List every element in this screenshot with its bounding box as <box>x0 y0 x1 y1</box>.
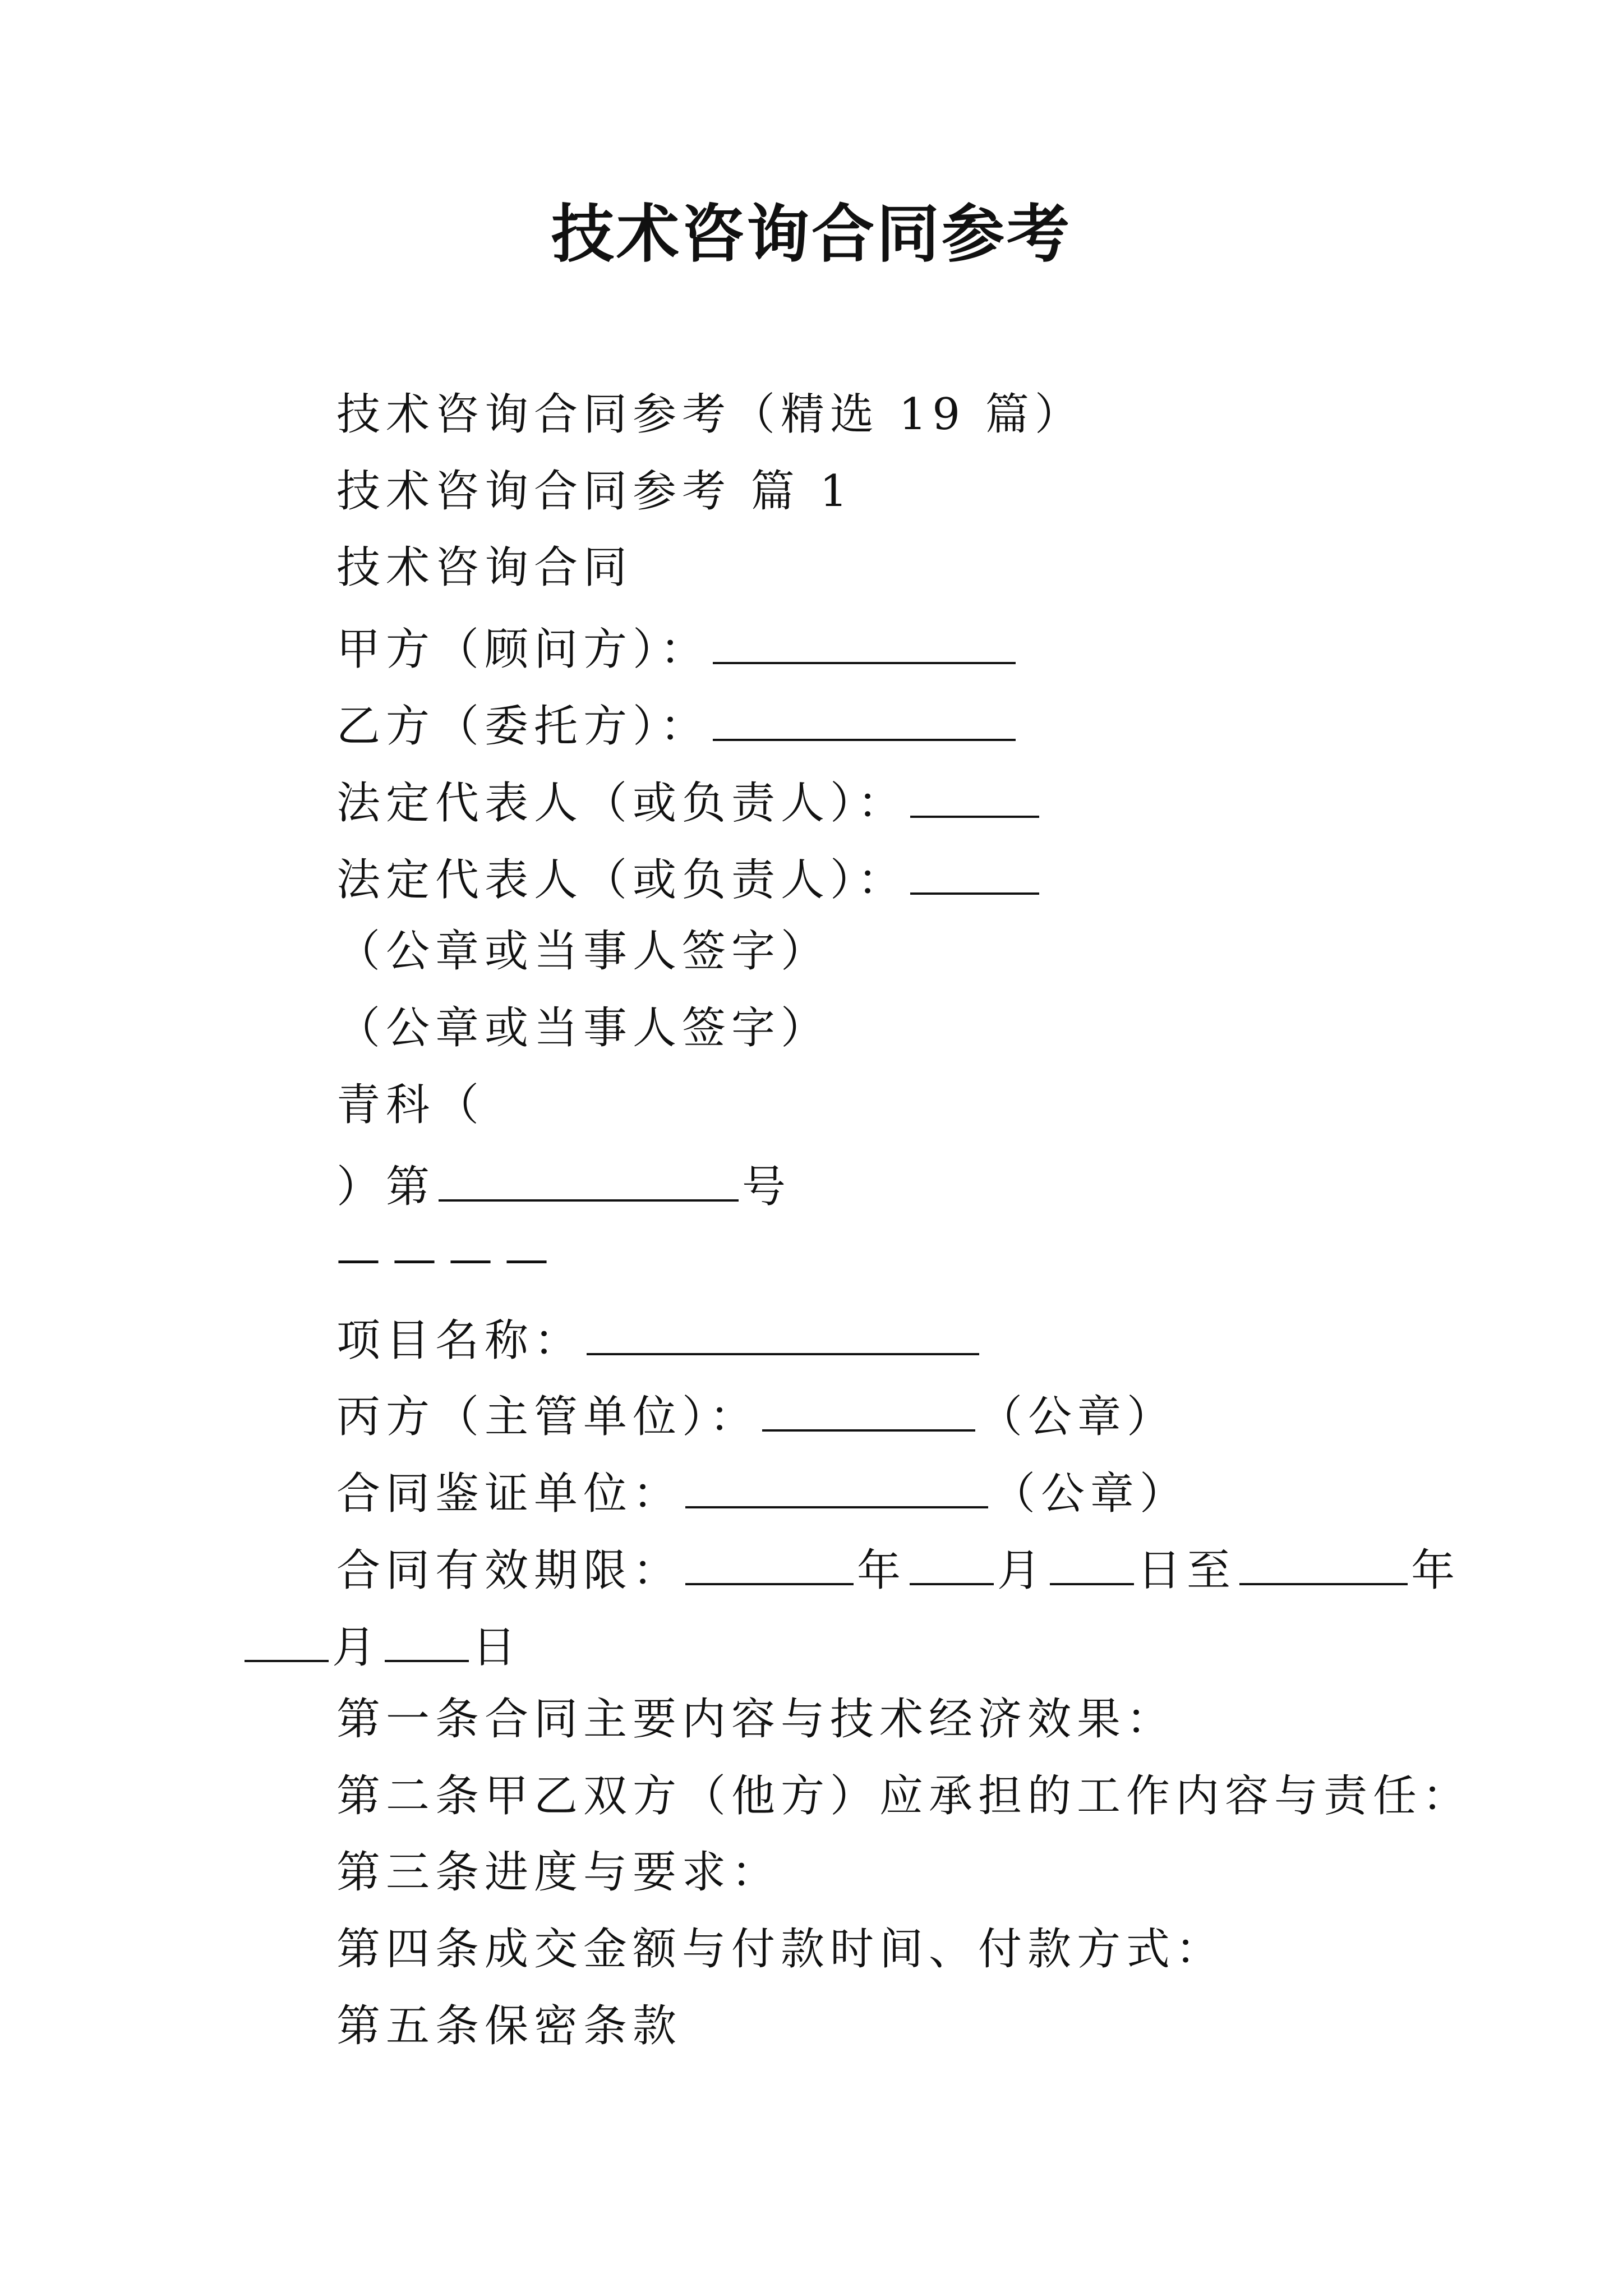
legal-rep-line <box>336 776 1043 829</box>
subtitle-line: 技术咨询合同参考（精选 19 篇） <box>336 389 1084 440</box>
article-4: 第四条成交金额与付款时间、付款方式： <box>336 1924 1225 1975</box>
party-a-blank <box>713 623 1016 664</box>
seal-line: （公章或当事人签字） <box>336 926 831 977</box>
start-day-blank <box>1050 1544 1134 1585</box>
legal-rep-blank-2 <box>910 853 1039 895</box>
party-b-blank <box>713 700 1016 741</box>
start-month-text: 月 <box>997 1545 1047 1596</box>
verification-unit-blank <box>685 1467 988 1508</box>
legal-rep-label-2: 法定代表人（或负责人）： <box>336 855 907 905</box>
party-c-seal: （公章） <box>979 1392 1177 1442</box>
end-month-text: 月 <box>332 1622 382 1673</box>
verification-unit-seal: （公章） <box>992 1469 1189 1519</box>
seal-line-2: （公章或当事人签字） <box>336 1003 831 1053</box>
end-day-text: 日 <box>472 1622 522 1673</box>
end-year-blank <box>1239 1544 1408 1585</box>
verification-unit-label: 合同鉴证单位： <box>336 1469 683 1519</box>
article-2: 第二条甲乙双方（他方）应承担的工作内容与责任： <box>336 1771 1472 1821</box>
project-name-line <box>336 1314 983 1366</box>
legal-rep-label: 法定代表人（或负责人）： <box>336 778 907 829</box>
contract-number-blank <box>439 1160 739 1202</box>
party-c-line <box>336 1390 1177 1442</box>
contract-code-prefix: 青科（ <box>336 1080 485 1130</box>
start-year-blank <box>685 1544 854 1585</box>
article-1: 第一条合同主要内容与技术经济效果： <box>336 1694 1176 1745</box>
section-heading: 技术咨询合同参考 篇 1 <box>336 466 854 517</box>
start-month-blank <box>910 1544 994 1585</box>
verification-unit-line <box>336 1467 1189 1519</box>
party-b-label: 乙方（委托方）： <box>336 701 710 752</box>
validity-period-line <box>336 1544 1461 1596</box>
project-name-blank <box>587 1314 979 1355</box>
validity-period-label: 合同有效期限： <box>336 1545 683 1596</box>
end-year-text: 年 <box>1411 1545 1461 1596</box>
project-name-label: 项目名称： <box>336 1315 584 1366</box>
party-c-blank <box>762 1390 975 1432</box>
contract-number-prefix: ）第 <box>336 1162 436 1212</box>
start-year-text: 年 <box>857 1545 907 1596</box>
contract-number-line <box>336 1160 792 1212</box>
legal-rep-blank <box>910 776 1039 818</box>
article-3: 第三条进度与要求： <box>336 1847 781 1898</box>
party-a-line <box>336 623 1019 675</box>
start-day-text: 日至 <box>1137 1545 1237 1596</box>
contract-number-suffix: 号 <box>742 1162 792 1212</box>
party-a-label: 甲方（顾问方）： <box>336 624 710 675</box>
legal-rep-line-2 <box>336 853 1043 905</box>
dash-separator: ———— <box>336 1234 561 1284</box>
validity-period-continuation <box>245 1621 522 1673</box>
contract-name-line: 技术咨询合同 <box>336 542 633 593</box>
article-5: 第五条保密条款 <box>336 2001 683 2051</box>
party-c-label: 丙方（主管单位）： <box>336 1392 759 1442</box>
end-day-blank <box>385 1621 469 1662</box>
end-month-blank <box>245 1621 329 1662</box>
document-title: 技术咨询合同参考 <box>551 197 1072 271</box>
party-b-line <box>336 700 1019 752</box>
